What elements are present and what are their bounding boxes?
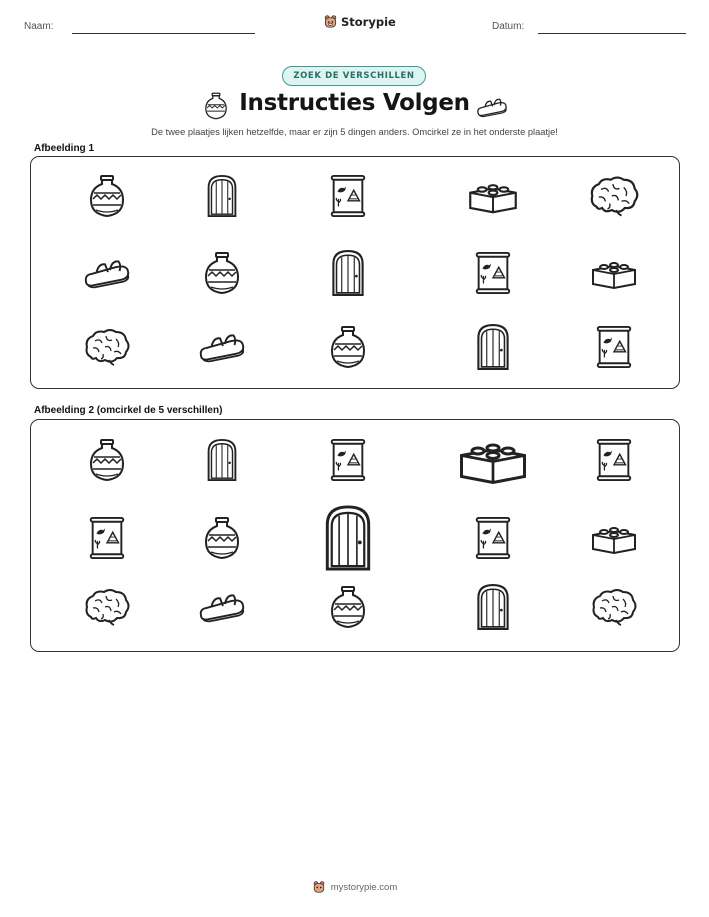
brand-name: Storypie	[341, 14, 396, 29]
page-title: Instructies Volgen	[239, 90, 470, 116]
storypie-mascot-icon	[323, 14, 338, 29]
name-field[interactable]	[72, 33, 255, 34]
brick-icon	[467, 176, 519, 216]
brain-icon	[83, 327, 131, 367]
brain-icon[interactable]	[590, 587, 638, 627]
vase-icon	[85, 174, 129, 218]
sandal-icon[interactable]	[198, 587, 246, 627]
date-label: Datum:	[492, 21, 525, 32]
picture2-label: Afbeelding 2 (omcirkel de 5 verschillen)	[34, 405, 223, 416]
brick-icon[interactable]	[590, 519, 638, 557]
scroll-icon	[471, 251, 515, 295]
door-icon	[471, 323, 515, 371]
door-icon[interactable]	[471, 583, 515, 631]
door-icon	[200, 174, 244, 218]
sandal-icon	[83, 253, 131, 293]
activity-badge: ZOEK DE VERSCHILLEN	[282, 66, 426, 86]
brick-icon	[590, 254, 638, 292]
door-icon[interactable]	[200, 438, 244, 482]
instructions-text: De twee plaatjes lijken hetzelfde, maar er zijn 5 dingen anders. Omcirkel ze in het onderste plaatje!	[151, 127, 558, 137]
vase-icon	[326, 325, 370, 369]
vase-icon	[200, 251, 244, 295]
sandal-decoration-icon	[476, 95, 508, 123]
brand-logo	[323, 14, 396, 29]
footer-url: mystorypie.com	[330, 881, 398, 893]
brain-icon	[588, 174, 640, 218]
scroll-icon[interactable]	[326, 438, 370, 482]
storypie-mascot-icon	[312, 880, 326, 894]
vase-icon[interactable]	[85, 438, 129, 482]
scroll-icon[interactable]	[592, 438, 636, 482]
footer	[0, 880, 709, 894]
sandal-icon	[198, 327, 246, 367]
picture1-label: Afbeelding 1	[34, 143, 95, 154]
vase-icon[interactable]	[200, 516, 244, 560]
name-label: Naam:	[24, 21, 54, 32]
scroll-icon[interactable]	[471, 516, 515, 560]
vase-icon[interactable]	[326, 585, 370, 629]
date-field[interactable]	[538, 33, 686, 34]
scroll-icon	[326, 174, 370, 218]
brick-icon[interactable]	[457, 434, 529, 486]
scroll-icon	[592, 325, 636, 369]
brain-icon[interactable]	[83, 587, 131, 627]
scroll-icon[interactable]	[85, 516, 129, 560]
door-icon[interactable]	[321, 504, 375, 572]
door-icon	[326, 249, 370, 297]
